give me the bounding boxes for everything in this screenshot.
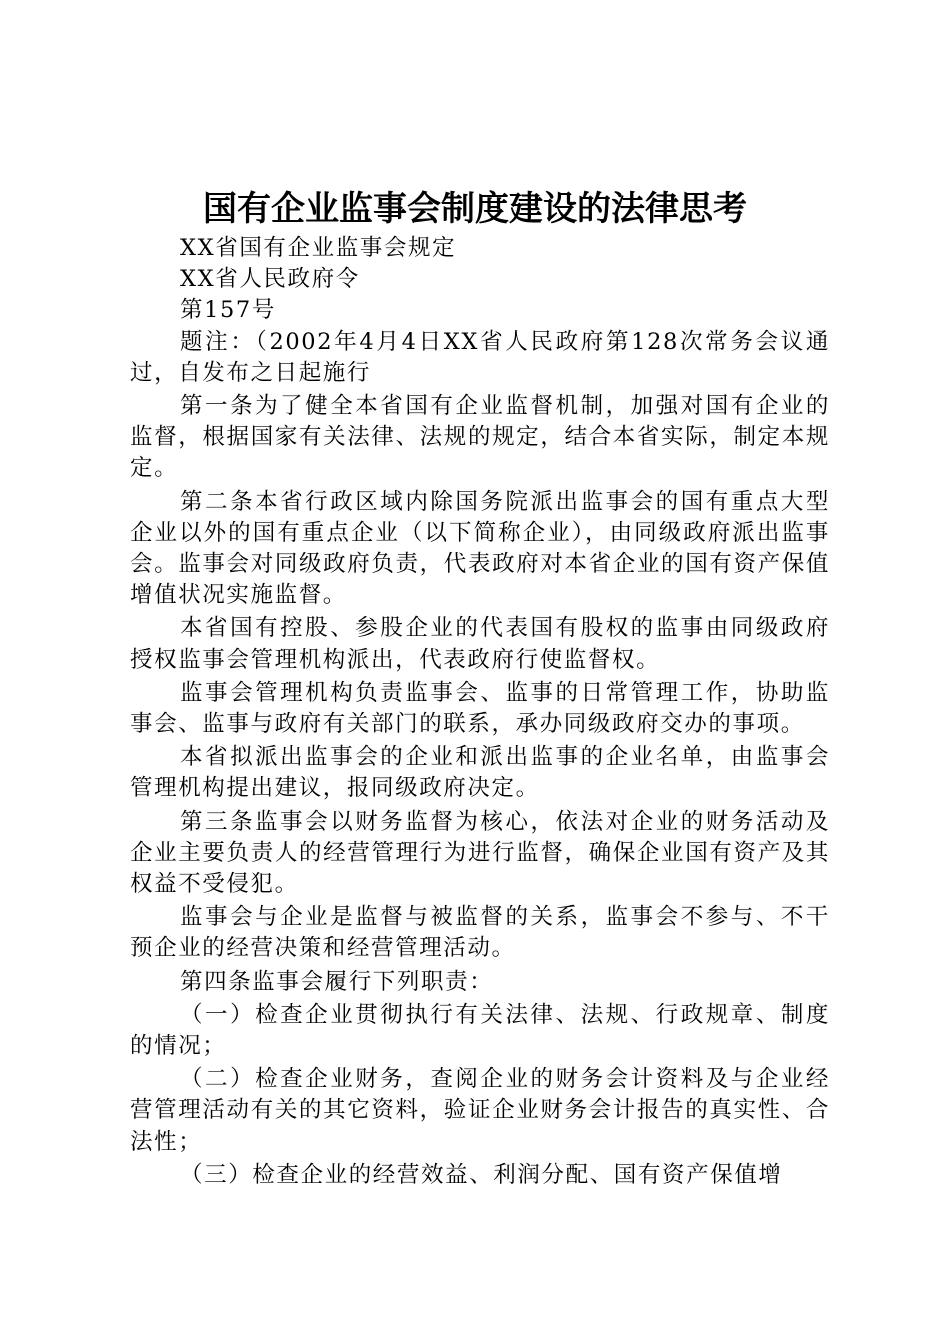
paragraph-article-4-item-3: （三）检查企业的经营效益、利润分配、国有资产保值增 xyxy=(180,1161,783,1188)
paragraph-article-2-clause-4: 本省拟派出监事会的企业和派出监事的企业名单，由监事会管理机构提出建议，报同级政府决定。 xyxy=(130,744,830,802)
paragraph-article-2: 第二条本省行政区域内除国务院派出监事会的国有重点大型企业以外的国有重点企业（以下简称企业），由同级政府派出监事会。监事会对同级政府负责，代表政府对本省企业的国有资产保值增值状况实施监督。 xyxy=(130,488,830,609)
paragraph-note: 题注：（2002年4月4日XX省人民政府第128次常务会议通过，自发布之日起施行 xyxy=(130,328,830,386)
paragraph-article-4-item-2: （二）检查企业财务，查阅企业的财务会计资料及与企业经营管理活动有关的其它资料，验证企业财务会计报告的真实性、合法性； xyxy=(130,1066,830,1155)
paragraph-article-4: 第四条监事会履行下列职责： xyxy=(180,968,494,995)
paragraph-article-3: 第三条监事会以财务监督为核心，依法对企业的财务活动及企业主要负责人的经营管理行为进行监督，确保企业国有资产及其权益不受侵犯。 xyxy=(130,808,830,898)
paragraph-order-number: 第157号 xyxy=(180,297,276,324)
paragraph-article-2-clause-2: 本省国有控股、参股企业的代表国有股权的监事由同级政府授权监事会管理机构派出，代表政府行使监督权。 xyxy=(130,615,830,673)
paragraph-regulation-name: XX省国有企业监事会规定 xyxy=(180,235,457,261)
paragraph-article-1: 第一条为了健全本省国有企业监督机制，加强对国有企业的监督，根据国家有关法律、法规的规定，结合本省实际，制定本规定。 xyxy=(130,393,830,482)
document-body xyxy=(130,233,830,1191)
paragraph-article-4-item-1: （一）检查企业贯彻执行有关法律、法规、行政规章、制度的情况； xyxy=(130,1001,830,1060)
paragraph-article-2-clause-3: 监事会管理机构负责监事会、监事的日常管理工作，协助监事会、监事与政府有关部门的联系，承办同级政府交办的事项。 xyxy=(130,679,830,738)
paragraph-article-3-clause-2: 监事会与企业是监督与被监督的关系，监事会不参与、不干预企业的经营决策和经营管理活动。 xyxy=(130,904,830,962)
paragraph-issuer: XX省人民政府令 xyxy=(180,266,360,293)
document-title: 国有企业监事会制度建设的法律思考 xyxy=(203,189,747,229)
